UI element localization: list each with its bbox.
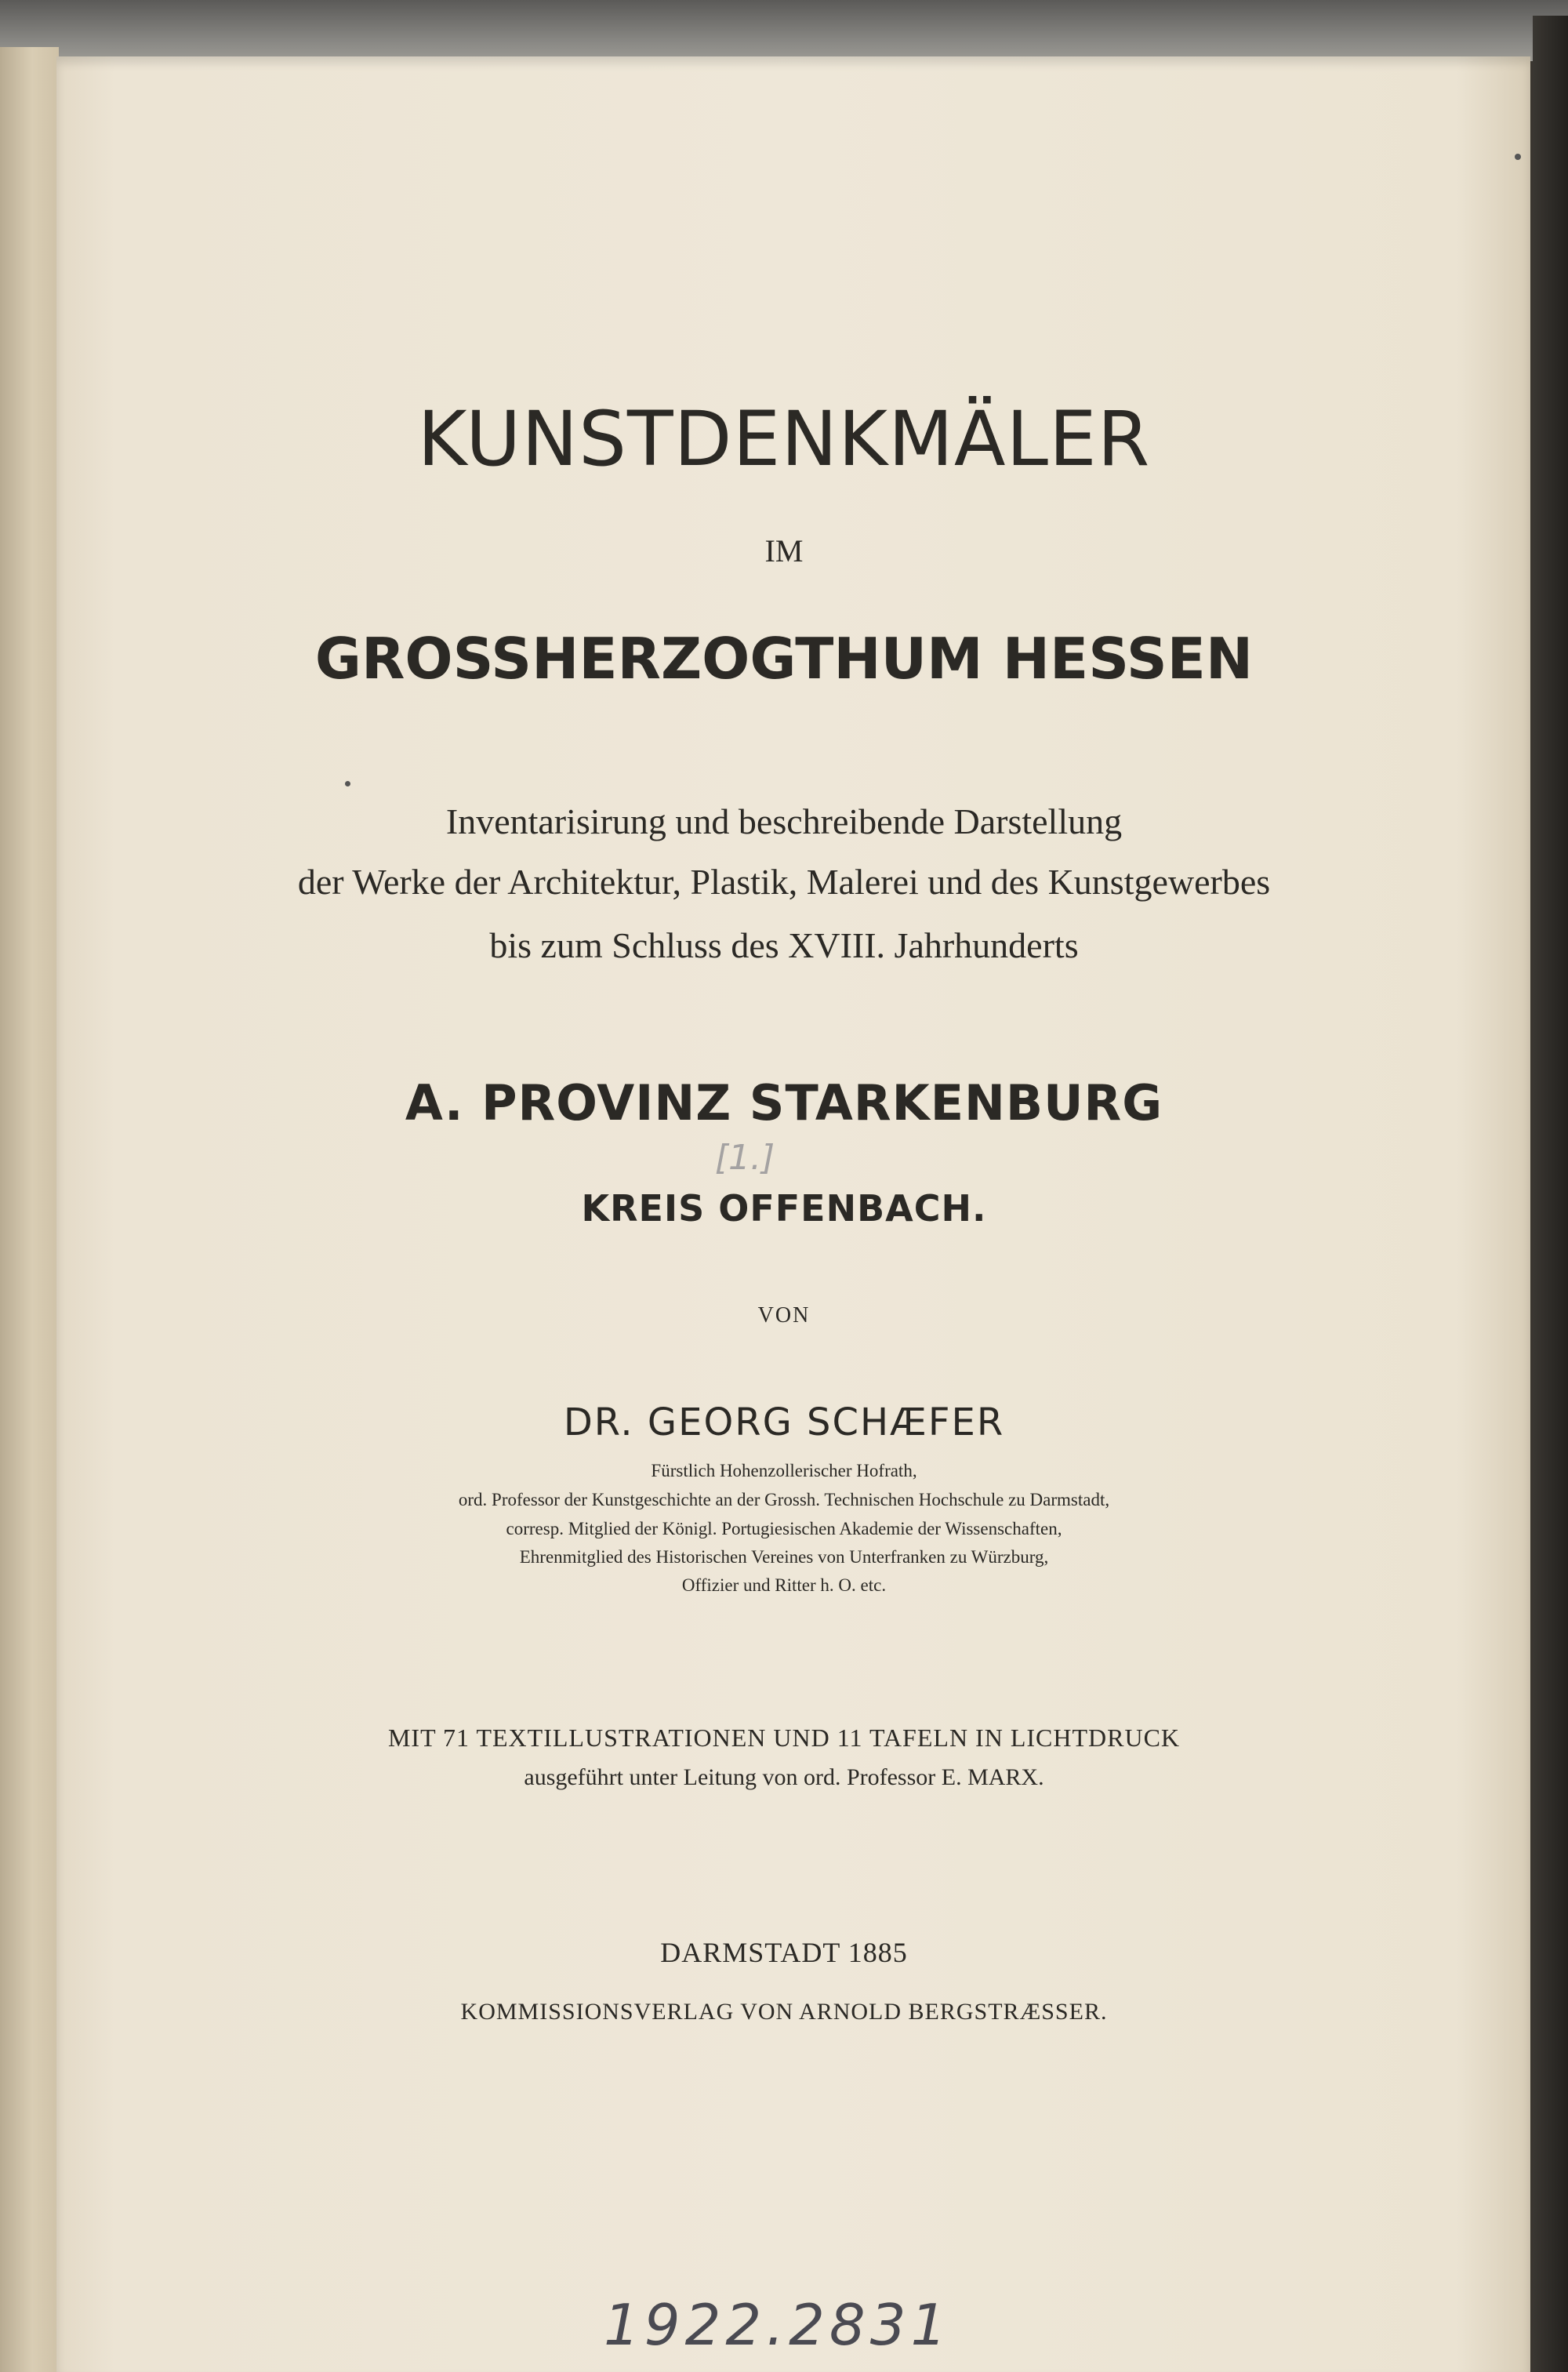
province-heading: A. PROVINZ STARKENBURG: [405, 1074, 1163, 1132]
author-credential-4: Ehrenmitglied des Historischen Vereines von Unterfranken zu Würzburg,: [519, 1547, 1049, 1567]
paper-speck: [345, 781, 350, 786]
handwritten-shelfmark: 1922.2831: [604, 2292, 952, 2358]
place-and-year: DARMSTADT 1885: [660, 1937, 908, 1968]
by-label: VON: [757, 1303, 811, 1328]
district-heading: KREIS OFFENBACH.: [581, 1187, 987, 1230]
publisher-line: KOMMISSIONSVERLAG VON ARNOLD BERGSTRÆSSER.: [460, 1999, 1108, 2025]
subtitle-line-1: Inventarisirung und beschreibende Darstellung: [445, 801, 1123, 841]
author-credential-1: Fürstlich Hohenzollerischer Hofrath,: [651, 1461, 917, 1480]
title-connector: IM: [764, 533, 804, 568]
main-title: KUNSTDENKMÄLER: [417, 395, 1151, 483]
illustrations-line: MIT 71 TEXTILLUSTRATIONEN UND 11 TAFELN IN LICHTDRUCK: [387, 1724, 1181, 1752]
illustrations-note: ausgeführt unter Leitung von ord. Professor E. MARX.: [524, 1764, 1044, 1790]
book-top-edge: [0, 0, 1568, 61]
pencil-volume-note: [1.]: [714, 1138, 775, 1178]
paper-speck: [1515, 154, 1521, 160]
author-credential-5: Offizier und Ritter h. O. etc.: [681, 1575, 887, 1595]
subtitle-line-2: der Werke der Architektur, Plastik, Malerei und des Kunstgewerbes: [297, 862, 1271, 902]
author-credential-3: corresp. Mitglied der Königl. Portugiesischen Akademie der Wissenschaften,: [506, 1519, 1062, 1538]
author-credential-2: ord. Professor der Kunstgeschichte an der Grossh. Technischen Hochschule zu Darmstadt,: [458, 1490, 1110, 1509]
region-title: GROSSHERZOGTHUM HESSEN: [314, 626, 1254, 692]
author-name: DR. GEORG SCHÆFER: [563, 1400, 1005, 1444]
subtitle-line-3: bis zum Schluss des XVIII. Jahrhunderts: [489, 925, 1079, 965]
